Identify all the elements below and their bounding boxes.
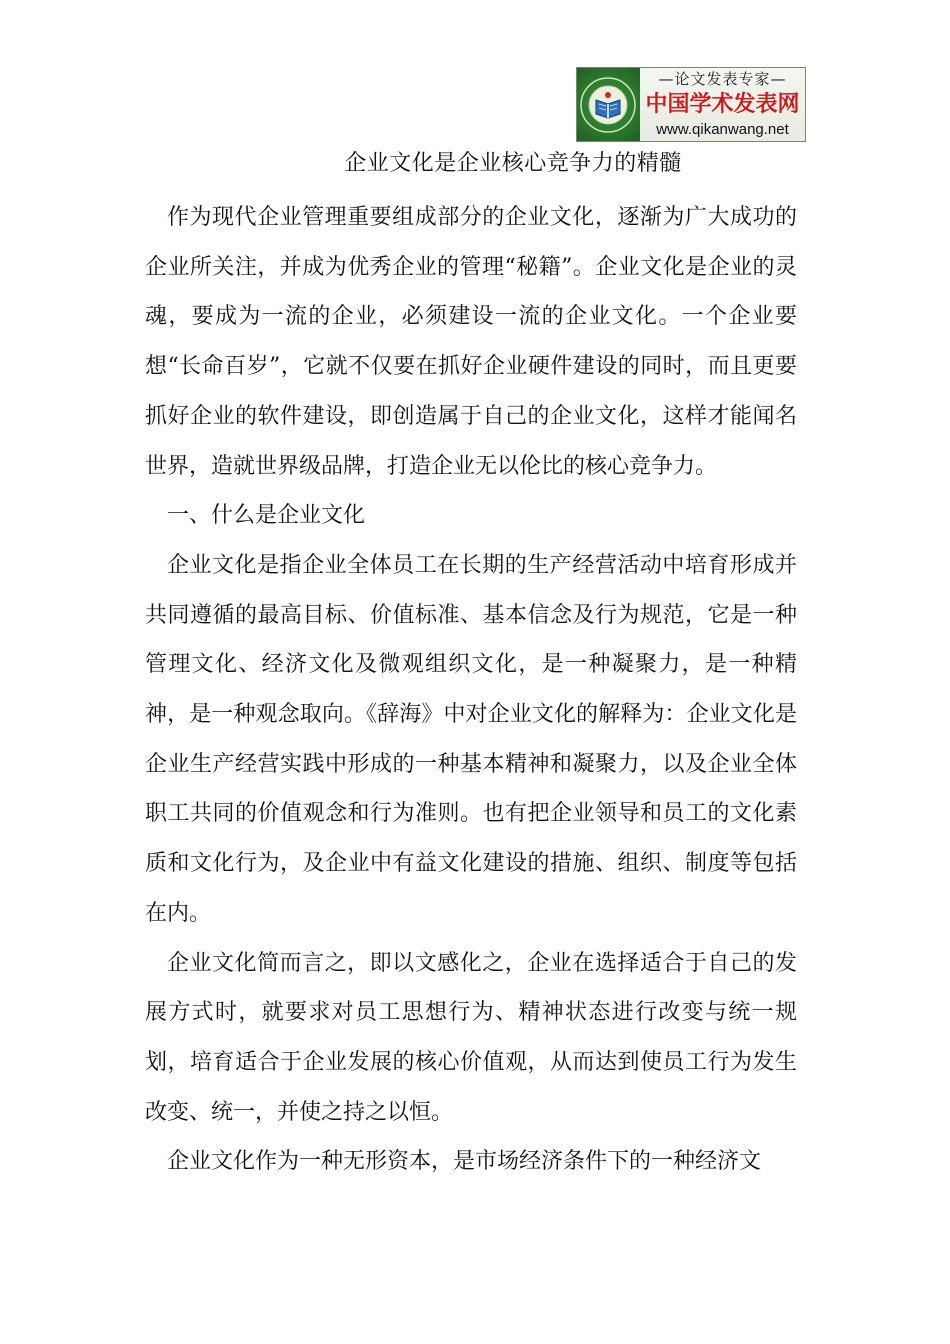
paragraph: 企业文化是指企业全体员工在长期的生产经营活动中培育形成并共同遵循的最高目标、价值标准、基本信念及行为规范，它是一种管理文化、经济文化及微观组织文化，是一种凝聚力，是一种精神，是一种观念取向。《辞海》中对企业文化的解释为：企业文化是企业生产经营实践中形成的一种基本精神和凝聚力，以及企业全体职工共同的价值观念和行为准则。也有把企业领导和员工的文化素质和文化行为，及企业中有益文化建设的措施、组织、制度等包括在内。: [145, 552, 797, 926]
document-title: 企业文化是企业核心竞争力的精髓: [344, 151, 682, 176]
paragraph: 作为现代企业管理重要组成部分的企业文化，逐渐为广大成功的企业所关注，并成为优秀企业的管理“秘籍”。企业文化是企业的灵魂，要成为一流的企业，必须建设一流的企业文化。一个企业要想“长命百岁”，它就不仅要在抓好企业硬件建设的同时，而且更要抓好企业的软件建设，即创造属于自己的企业文化，这样才能闻名世界，造就世界级品牌，打造企业无以伦比的核心竞争力。: [145, 205, 797, 479]
logo-url: www.qikanwang.net: [656, 121, 789, 138]
publisher-logo: [576, 67, 806, 142]
logo-name: 中国学术发表网: [645, 91, 800, 117]
paragraph: 企业文化作为一种无形资本，是市场经济条件下的一种经济文: [167, 1149, 762, 1175]
book-seal-icon: [577, 68, 640, 141]
section-heading: 一、什么是企业文化: [167, 503, 366, 529]
logo-text-block: [640, 68, 805, 141]
paragraph: 企业文化简而言之，即以文感化之，企业在选择适合于自己的发展方式时，就要求对员工思想行为、精神状态进行改变与统一规划，培育适合于企业发展的核心价值观，从而达到使员工行为发生改变、统一，并使之持之以恒。: [145, 950, 797, 1125]
logo-tagline: —论文发表专家—: [658, 70, 787, 88]
document-body: [145, 193, 797, 1187]
